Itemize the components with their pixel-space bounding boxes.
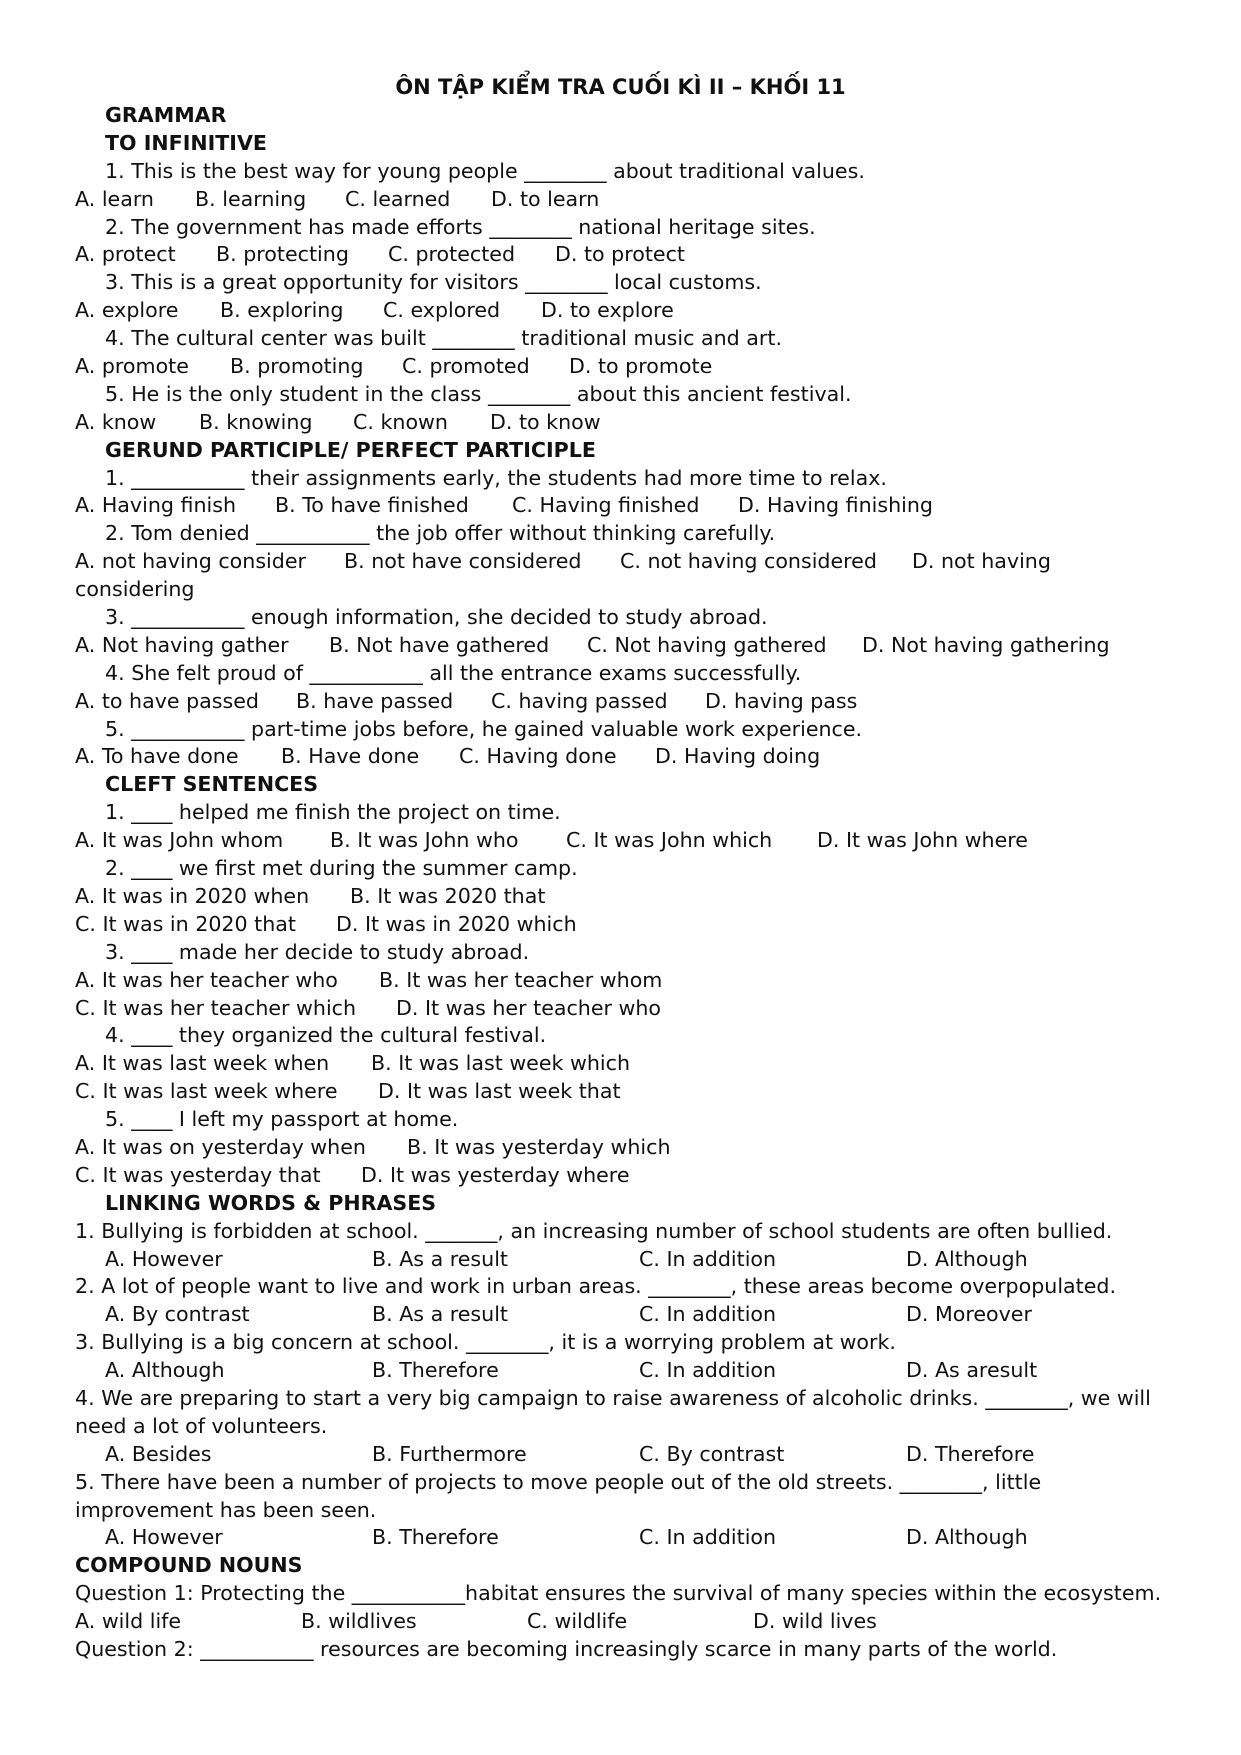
option: D. It was in 2020 which	[336, 911, 577, 936]
option: D. having pass	[705, 688, 858, 713]
options-row	[75, 1078, 1175, 1106]
option: B. It was 2020 that	[350, 883, 546, 908]
option: A. It was last week when	[75, 1051, 330, 1076]
option: A. promote	[75, 354, 189, 379]
option: D. to promote	[569, 354, 713, 379]
question-text: 1. ___________ their assignments early, the students had more time to relax.	[105, 465, 887, 490]
options-row	[75, 1246, 1175, 1274]
options-row	[75, 1524, 1175, 1552]
option: B. learning	[195, 186, 307, 211]
option: A. To have done	[75, 744, 239, 769]
section-heading: GERUND PARTICIPLE/ PERFECT PARTICIPLE	[105, 437, 596, 462]
option: A. not having consider	[75, 549, 306, 574]
question-text: 4. She felt proud of ___________ all the entrance exams successfully.	[105, 660, 802, 685]
options-row	[75, 1301, 1175, 1329]
options-row	[75, 409, 1175, 437]
options-row	[75, 1134, 1175, 1162]
option: B. As a result	[372, 1246, 509, 1271]
question-text: 1. Bullying is forbidden at school. _______, an increasing number of school students are often bullied.	[75, 1218, 1113, 1243]
question-text: 2. ____ we first met during the summer camp.	[105, 856, 578, 881]
section-heading: GRAMMAR	[105, 103, 227, 127]
options-row	[75, 1441, 1175, 1469]
section-heading: LINKING WORDS & PHRASES	[105, 1190, 437, 1215]
option: D. Having doing	[655, 744, 821, 769]
option: C. Having finished	[512, 493, 700, 518]
option: C. Not having gathered	[587, 632, 827, 657]
option: C. In addition	[639, 1358, 777, 1383]
section-heading: CLEFT SENTENCES	[105, 772, 319, 797]
option: C. It was in 2020 that	[75, 911, 297, 936]
option-continuation: considering	[75, 577, 195, 602]
question-text: 3. Bullying is a big concern at school. ________, it is a worrying problem at work.	[75, 1330, 896, 1355]
option: D. Therefore	[906, 1441, 1035, 1466]
question-text: 4. The cultural center was built ________ traditional music and art.	[105, 326, 782, 351]
option: C. not having considered	[620, 549, 877, 574]
options-row	[75, 1162, 1175, 1190]
question-text: 1. ____ helped me finish the project on time.	[105, 800, 561, 825]
question-text: 5. He is the only student in the class ________ about this ancient festival.	[105, 381, 852, 406]
option: A. protect	[75, 242, 176, 267]
option: D. Not having gathering	[862, 632, 1110, 657]
option: C. wildlife	[527, 1609, 628, 1634]
question-text: 5. ___________ part-time jobs before, he gained valuable work experience.	[105, 716, 863, 741]
option: D. to know	[490, 409, 601, 434]
option: C. protected	[388, 242, 516, 267]
option: A. Not having gather	[75, 632, 289, 657]
option: D. to explore	[541, 298, 674, 323]
options-row	[75, 827, 1175, 855]
option: A. However	[105, 1246, 223, 1271]
option: C. It was John which	[566, 828, 773, 853]
document-body	[75, 102, 1175, 1664]
option: D. to learn	[491, 186, 600, 211]
option: B. To have finished	[275, 493, 469, 518]
option: D. It was John where	[817, 828, 1028, 853]
options-row	[75, 1608, 1175, 1636]
option: A. It was in 2020 when	[75, 883, 310, 908]
option: C. It was yesterday that	[75, 1162, 321, 1187]
option: D. As aresult	[906, 1358, 1038, 1383]
option: B. Therefore	[372, 1358, 499, 1383]
question-text-continuation: need a lot of volunteers.	[75, 1413, 328, 1438]
option: B. It was her teacher whom	[379, 967, 663, 992]
options-row	[75, 297, 1175, 325]
option: C. learned	[345, 186, 451, 211]
page-title: ÔN TẬP KIỂM TRA CUỐI KÌ II – KHỐI 11	[395, 75, 846, 99]
options-row	[75, 743, 1175, 771]
options-row	[75, 967, 1175, 995]
option: A. It was John whom	[75, 828, 284, 853]
question-text-continuation: improvement has been seen.	[75, 1497, 377, 1522]
option: B. Furthermore	[372, 1441, 527, 1466]
question-text: 4. We are preparing to start a very big campaign to raise awareness of alcoholic drinks. ________, we will	[75, 1385, 1151, 1410]
options-row	[75, 1050, 1175, 1078]
option: A. know	[75, 409, 157, 434]
question-text: 3. ____ made her decide to study abroad.	[105, 939, 530, 964]
question-text: 4. ____ they organized the cultural festival.	[105, 1023, 547, 1048]
option: A. Although	[105, 1358, 225, 1383]
option: C. known	[353, 409, 448, 434]
option: C. In addition	[639, 1525, 777, 1550]
options-row	[75, 1357, 1175, 1385]
section-heading: TO INFINITIVE	[105, 130, 267, 155]
option: A. Having finish	[75, 493, 237, 518]
question-text: 2. Tom denied ___________ the job offer without thinking carefully.	[105, 521, 776, 546]
option: D. wild lives	[753, 1609, 877, 1634]
option: B. wildlives	[301, 1609, 417, 1634]
option: C. having passed	[491, 688, 668, 713]
options-row	[75, 548, 1175, 576]
option: B. not have considered	[344, 549, 582, 574]
option: D. Although	[906, 1246, 1028, 1271]
options-row	[75, 911, 1175, 939]
question-text: 3. ___________ enough information, she decided to study abroad.	[105, 605, 768, 630]
option: A. By contrast	[105, 1302, 250, 1327]
option: A. wild life	[75, 1609, 182, 1634]
option: D. Moreover	[906, 1302, 1032, 1327]
option: D. Having finishing	[738, 493, 934, 518]
option: D. to protect	[555, 242, 685, 267]
options-row	[75, 632, 1175, 660]
option: C. It was last week where	[75, 1079, 338, 1104]
option: D. not having	[912, 549, 1051, 574]
option: B. It was yesterday which	[407, 1134, 671, 1159]
question-text: 2. The government has made efforts ________ national heritage sites.	[105, 214, 816, 239]
option: B. It was last week which	[371, 1051, 630, 1076]
question-text: 5. There have been a number of projects to move people out of the old streets. ________, little	[75, 1469, 1042, 1494]
option: C. explored	[383, 298, 501, 323]
option: A. Besides	[105, 1441, 212, 1466]
option: B. It was John who	[330, 828, 519, 853]
question-text: Question 2: ___________ resources are becoming increasingly scarce in many parts of the world.	[75, 1636, 1058, 1661]
option: A. explore	[75, 298, 179, 323]
question-text: 2. A lot of people want to live and work in urban areas. ________, these areas become overpopulated.	[75, 1274, 1117, 1299]
option: A. to have passed	[75, 688, 260, 713]
option: B. Not have gathered	[329, 632, 550, 657]
options-row	[75, 241, 1175, 269]
options-row	[75, 995, 1175, 1023]
question-text: 5. ____ I left my passport at home.	[105, 1107, 459, 1132]
option: B. Have done	[281, 744, 420, 769]
option: D. It was her teacher who	[396, 995, 662, 1020]
option: D. It was last week that	[378, 1079, 621, 1104]
option: C. Having done	[459, 744, 617, 769]
option: D. Although	[906, 1525, 1028, 1550]
option: A. It was on yesterday when	[75, 1134, 366, 1159]
option: B. knowing	[199, 409, 313, 434]
options-row	[75, 492, 1175, 520]
option: A. However	[105, 1525, 223, 1550]
option: B. promoting	[230, 354, 364, 379]
option: C. promoted	[402, 354, 530, 379]
question-text: Question 1: Protecting the ___________habitat ensures the survival of many species within the ecosystem.	[75, 1581, 1162, 1606]
section-heading: COMPOUND NOUNS	[75, 1553, 303, 1578]
option: D. It was yesterday where	[361, 1162, 630, 1187]
options-row	[75, 883, 1175, 911]
option: C. By contrast	[639, 1441, 785, 1466]
options-row	[75, 688, 1175, 716]
question-text: 1. This is the best way for young people ________ about traditional values.	[105, 158, 865, 183]
option: C. In addition	[639, 1246, 777, 1271]
options-row	[75, 186, 1175, 214]
option: A. learn	[75, 186, 154, 211]
option: B. have passed	[296, 688, 454, 713]
option: B. As a result	[372, 1302, 509, 1327]
option: B. Therefore	[372, 1525, 499, 1550]
option: B. protecting	[216, 242, 349, 267]
option: A. It was her teacher who	[75, 967, 338, 992]
option: C. It was her teacher which	[75, 995, 357, 1020]
options-row	[75, 353, 1175, 381]
option: C. In addition	[639, 1302, 777, 1327]
option: B. exploring	[220, 298, 344, 323]
question-text: 3. This is a great opportunity for visitors ________ local customs.	[105, 270, 762, 295]
